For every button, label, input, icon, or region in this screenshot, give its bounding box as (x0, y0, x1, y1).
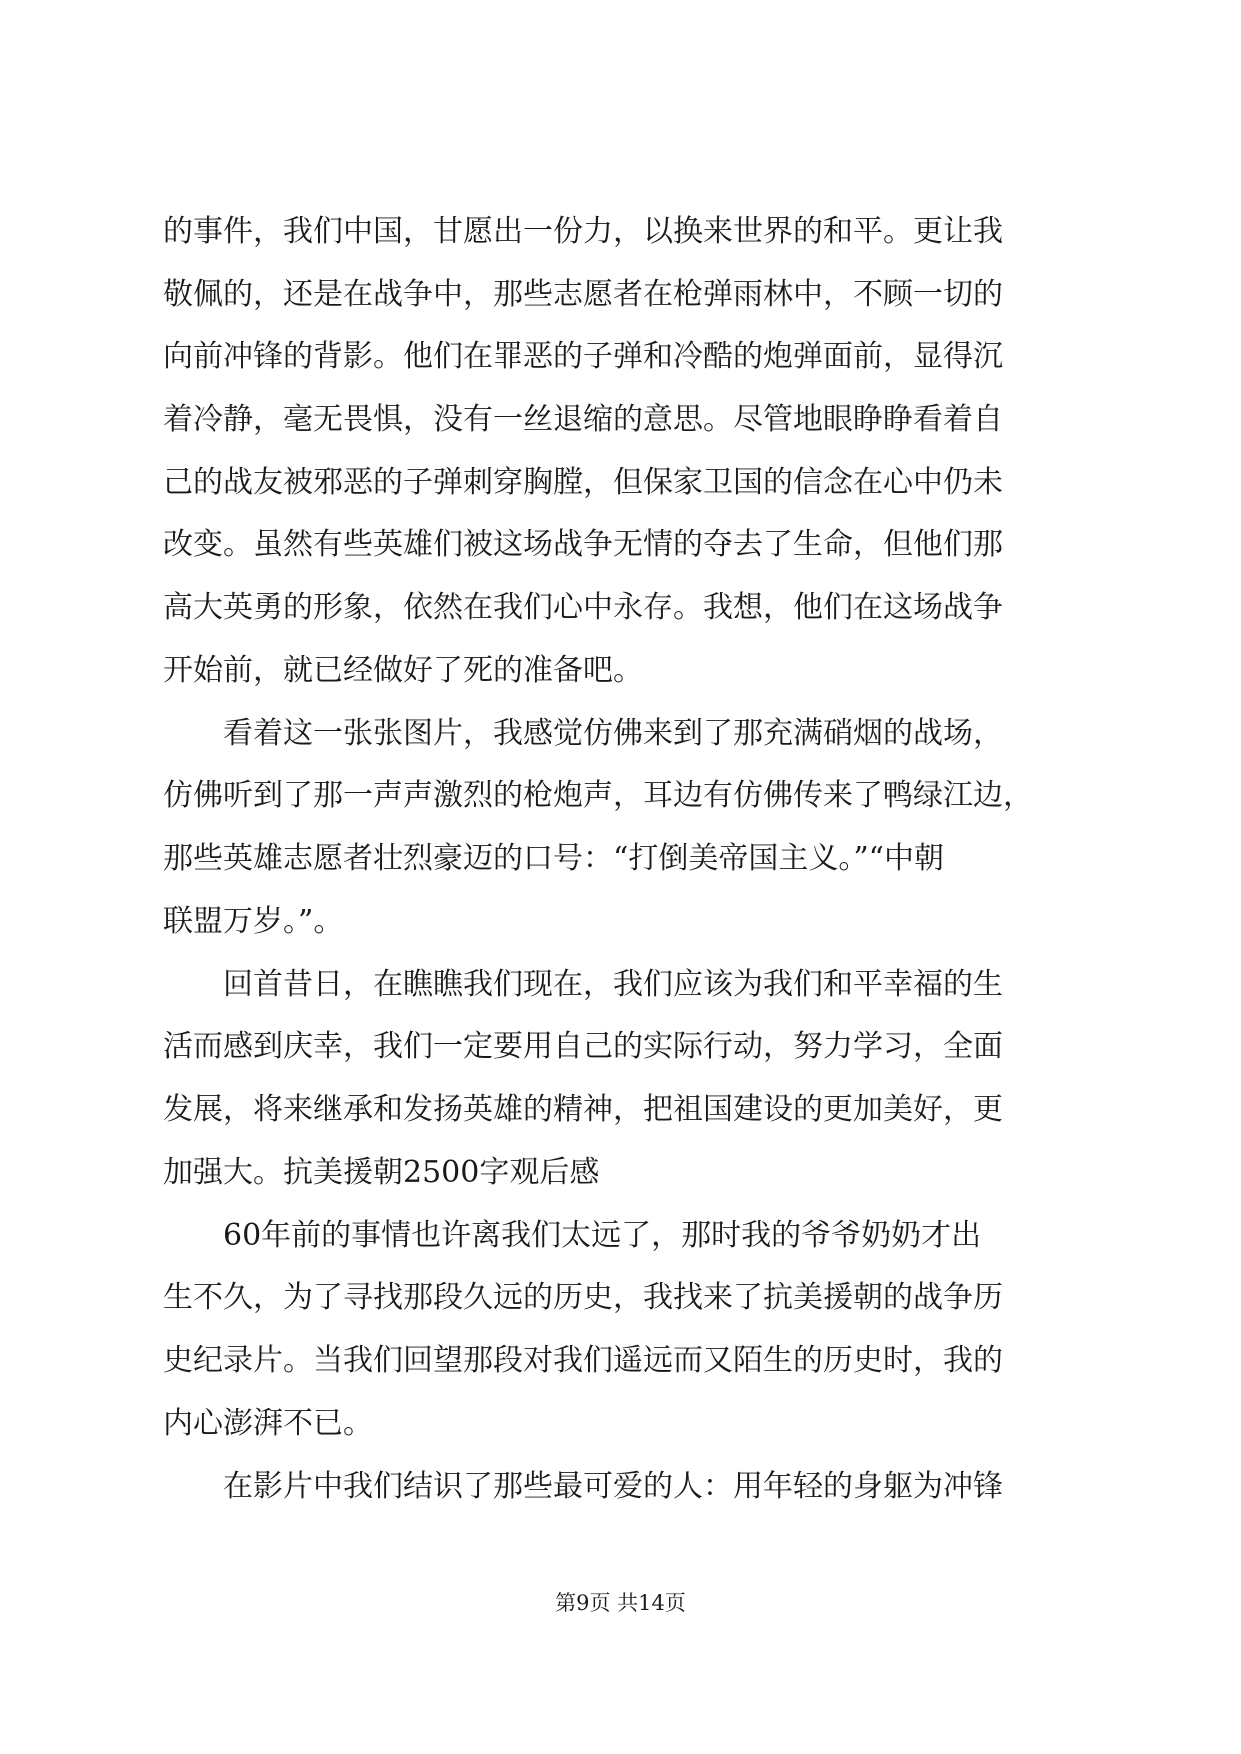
paragraph-first-line: 回首昔日，在瞧瞧我们现在，我们应该为我们和平幸福的生 (223, 967, 1003, 1002)
text-line: 发展，将来继承和发扬英雄的精神，把祖国建设的更加美好，更 (163, 1092, 1003, 1127)
text-line: 己的战友被邪恶的子弹刺穿胸膛，但保家卫国的信念在心中仍未 (163, 465, 1003, 500)
text-line: 联盟万岁。”。 (163, 904, 344, 939)
paragraph-first-line: 60年前的事情也许离我们太远了，那时我的爷爷奶奶才出 (223, 1218, 982, 1253)
page-footer: 第9页 共14页 (555, 1591, 686, 1615)
text-line: 改变。虽然有些英雄们被这场战争无情的夺去了生命，但他们那 (163, 527, 1003, 562)
text-line: 加强大。抗美援朝2500字观后感 (163, 1155, 600, 1190)
paragraph-first-line: 在影片中我们结识了那些最可爱的人：用年轻的身躯为冲锋 (223, 1469, 1003, 1504)
text-line: 活而感到庆幸，我们一定要用自己的实际行动，努力学习，全面 (163, 1029, 1003, 1064)
text-line: 那些英雄志愿者壮烈豪迈的口号：“打倒美帝国主义。”“中朝 (163, 841, 945, 876)
text-line: 向前冲锋的背影。他们在罪恶的子弹和冷酷的炮弹面前，显得沉 (163, 339, 1003, 374)
text-line: 高大英勇的形象，依然在我们心中永存。我想，他们在这场战争 (163, 590, 1003, 625)
text-line: 生不久，为了寻找那段久远的历史，我找来了抗美援朝的战争历 (163, 1280, 1003, 1315)
text-line: 的事件，我们中国，甘愿出一份力，以换来世界的和平。更让我 (163, 214, 1003, 249)
text-line: 敬佩的，还是在战争中，那些志愿者在枪弹雨林中，不顾一切的 (163, 277, 1003, 312)
text-line: 开始前，就已经做好了死的准备吧。 (163, 653, 643, 688)
text-line: 内心澎湃不已。 (163, 1406, 373, 1441)
text-line: 史纪录片。当我们回望那段对我们遥远而又陌生的历史时，我的 (163, 1343, 1003, 1378)
text-line: 仿佛听到了那一声声激烈的枪炮声，耳边有仿佛传来了鸭绿江边， (163, 778, 1033, 813)
text-line: 着冷静，毫无畏惧，没有一丝退缩的意思。尽管地眼睁睁看着自 (163, 402, 1003, 437)
paragraph-first-line: 看着这一张张图片，我感觉仿佛来到了那充满硝烟的战场， (223, 716, 1003, 751)
